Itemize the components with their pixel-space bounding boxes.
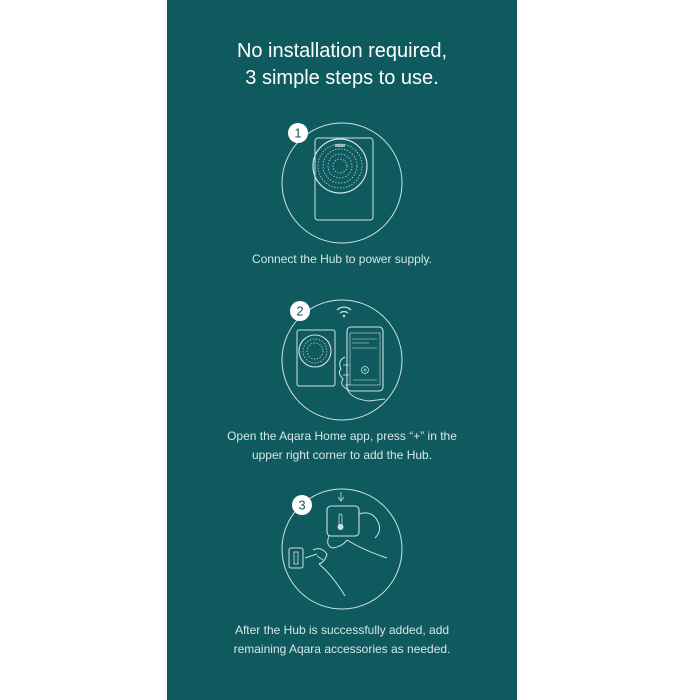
step-1-caption-line-1: Connect the Hub to power supply.	[252, 252, 432, 266]
step-3-caption-line-1: After the Hub is successfully added, add	[234, 623, 450, 637]
step-3-number: 3	[298, 497, 306, 513]
step-2-number-badge	[289, 300, 311, 322]
step-2-caption-line-1: Open the Aqara Home app, press “+” in the	[227, 429, 457, 443]
step-3-number-badge	[291, 494, 313, 516]
headline	[167, 38, 517, 92]
step-1-illustration	[277, 118, 407, 248]
step-2-illustration	[277, 295, 407, 425]
step-3-caption	[167, 621, 517, 659]
headline-line-2: 3 simple steps to use.	[245, 67, 439, 89]
step-3-illustration	[277, 484, 407, 614]
step-2-caption-line-2: upper right corner to add the Hub.	[251, 448, 433, 462]
step-2-caption	[167, 427, 517, 465]
step-1-number: 1	[294, 125, 302, 141]
steps-panel	[167, 0, 517, 700]
step-3-caption-line-2: remaining Aqara accessories as needed.	[233, 642, 451, 656]
step-1-caption	[167, 250, 517, 269]
step-1-number-badge	[287, 122, 309, 144]
headline-line-1: No installation required,	[236, 40, 448, 62]
step-2-number: 2	[296, 303, 304, 319]
